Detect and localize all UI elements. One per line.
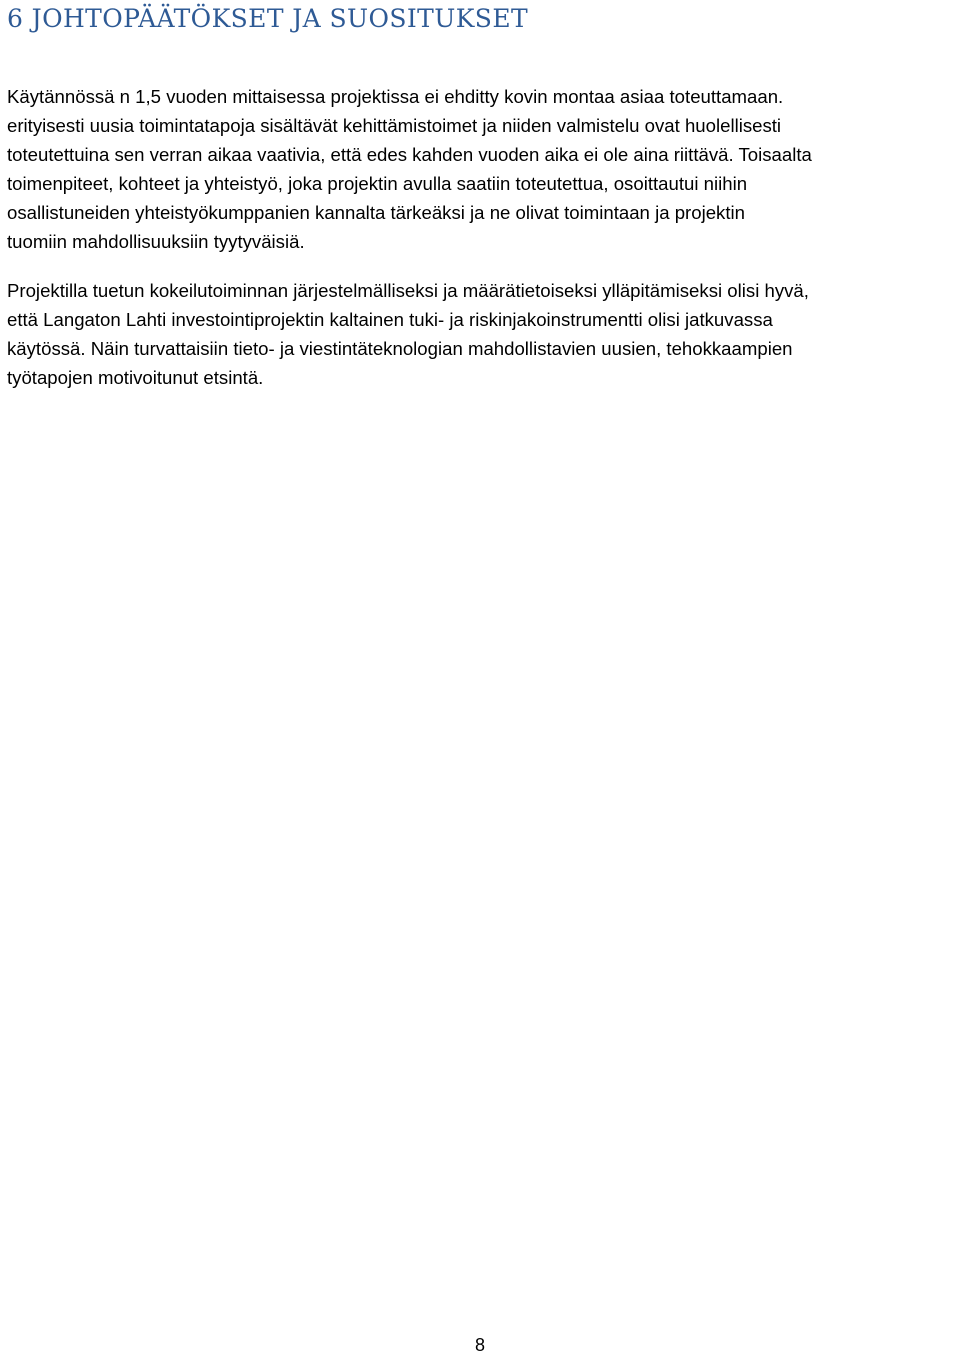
paragraph-line: Projektilla tuetun kokeilutoiminnan järjestelmälliseksi ja määrätietoiseksi ylläpitämiseksi olisi hyvä, [7, 280, 809, 301]
paragraph-line: käytössä. Näin turvattaisiin tieto- ja viestintäteknologian mahdollistavien uusien, tehokkaampien [7, 338, 793, 359]
paragraph-line: tuomiin mahdollisuuksiin tyytyväisiä. [7, 231, 305, 252]
paragraph-line: toteutettuina sen verran aikaa vaativia, että edes kahden vuoden aika ei ole aina riittävä. Toisaalta [7, 144, 812, 165]
section-heading: 6 JOHTOPÄÄTÖKSET JA SUOSITUKSET [7, 4, 529, 33]
paragraph-line: toimenpiteet, kohteet ja yhteistyö, joka projektin avulla saatiin toteutettua, osoittautui niihin [7, 173, 748, 194]
paragraph-line: että Langaton Lahti investointiprojektin kaltainen tuki- ja riskinjakoinstrumentti olisi jatkuvassa [7, 309, 773, 330]
paragraph-line: erityisesti uusia toimintatapoja sisältävät kehittämistoimet ja niiden valmistelu ovat huolellisesti [7, 115, 782, 136]
paragraph-line: Käytännössä n 1,5 vuoden mittaisessa projektissa ei ehditty kovin montaa asiaa toteuttamaan. [7, 86, 784, 107]
document-body [7, 82, 955, 412]
paragraph-2 [7, 276, 955, 392]
paragraph-line: osallistuneiden yhteistyökumppanien kannalta tärkeäksi ja ne olivat toimintaan ja projektin [7, 202, 745, 223]
paragraph-1 [7, 82, 955, 256]
paragraph-line: työtapojen motivoitunut etsintä. [7, 367, 264, 388]
page-number: 8 [474, 1335, 485, 1355]
